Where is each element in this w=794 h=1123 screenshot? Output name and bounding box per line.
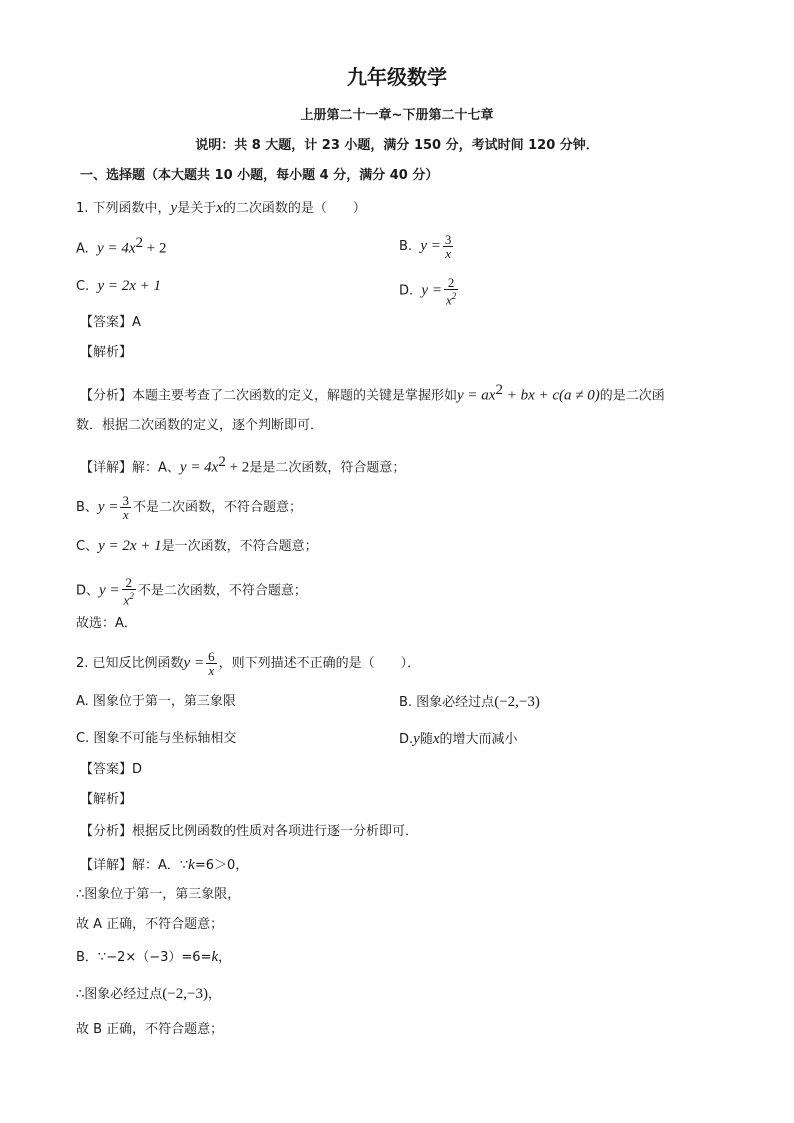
question-1-option-d: D. y = $\frac{2}{x^2}$ [399, 275, 457, 308]
question-2-analysis-tag: 【解析】 [80, 792, 133, 807]
question-2-detail-1: 【详解】解：A．∵k=6＞0， [80, 857, 249, 873]
question-1-detail-d: D、y = $\frac{2}{x^2}$ 不是二次函数，不符合题意； [76, 575, 307, 608]
question-1-detail-b: B、y = $\frac{3}{x}$ 不是二次函数，不符合题意； [76, 493, 302, 522]
question-2-option-c: C. 图象不可能与坐标轴相交 [76, 731, 237, 746]
page-subtitle: 上册第二十一章~下册第二十七章 [300, 108, 494, 123]
question-1-detail-a: 【详解】解：A、$y = 4x^2 + 2$是是二次函数，符合题意； [80, 454, 406, 476]
question-1-option-c: C. y = 2x + 1 [76, 278, 162, 294]
question-1-fenxi: 【分析】本题主要考查了二次函数的定义，解题的关键是掌握形如$y = ax^2$ + bx + c(a ≠ 0)的是二次函 [80, 382, 665, 404]
question-1-stem: 1. 下列函数中，y是关于x的二次函数的是（ ） [76, 200, 366, 216]
question-1-option-b: B. y = $\frac{3}{x}$ [399, 232, 452, 261]
question-2-answer: 【答案】D [80, 762, 143, 777]
exam-instructions: 说明：共 8 大题，计 23 小题，满分 150 分，考试时间 120 分钟． [195, 138, 599, 153]
question-2-option-b: B. 图象必经过点(−2,−3) [399, 694, 540, 710]
question-1-analysis-tag: 【解析】 [80, 345, 133, 360]
question-2-detail-5: ∴图象必经过点(−2,−3)， [76, 986, 221, 1002]
question-1-option-a: A. $y = 4x^2 + 2$ [76, 235, 167, 257]
question-2-detail-2: ∴图象位于第一，第三象限， [76, 887, 241, 902]
question-1-fenxi-cont: 数．根据二次函数的定义，逐个判断即可． [76, 418, 324, 433]
question-2-stem: 2. 已知反比例函数y = $\frac{6}{x}$ ，则下列描述不正确的是（ ）． [76, 649, 421, 678]
question-2-fenxi: 【分析】根据反比例函数的性质对各项进行逐一分析即可． [80, 824, 419, 839]
section-heading: 一、选择题（本大题共 10 小题，每小题 4 分，满分 40 分） [80, 168, 439, 183]
question-2-option-d: D.y随x的增大而减小 [399, 731, 518, 747]
question-2-detail-6: 故 B 正确，不符合题意； [76, 1022, 224, 1037]
question-2-option-a: A. 图象位于第一，第三象限 [76, 694, 236, 709]
question-1-detail-c: C、y = 2x + 1是一次函数，不符合题意； [76, 538, 318, 554]
question-2-detail-4: B．∵−2×（−3）=6=k， [76, 949, 232, 965]
question-1-choose: 故选：A． [76, 616, 137, 631]
question-2-detail-3: 故 A 正确，不符合题意； [76, 917, 224, 932]
question-1-answer: 【答案】A [80, 315, 141, 330]
page-title: 九年级数学 [347, 65, 447, 89]
